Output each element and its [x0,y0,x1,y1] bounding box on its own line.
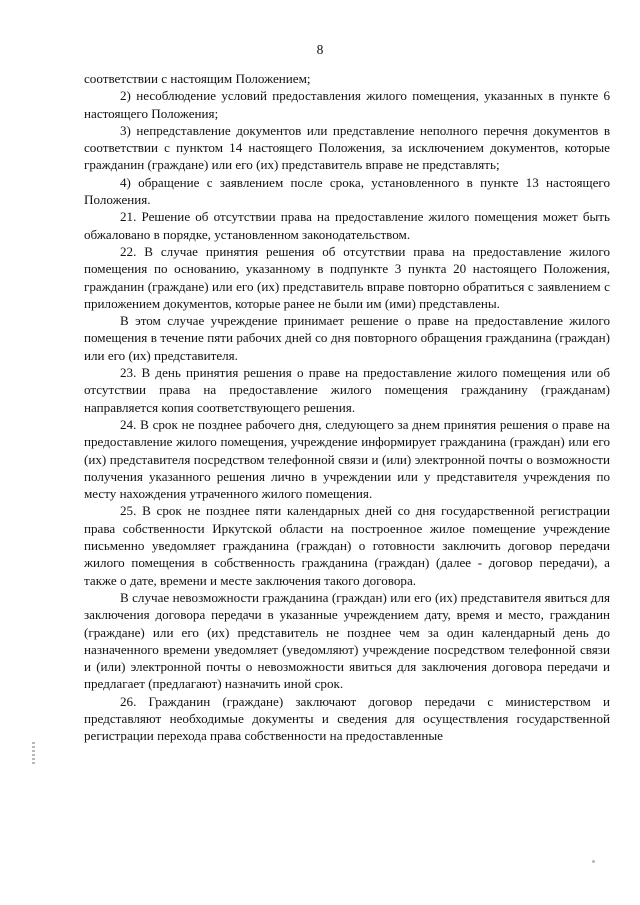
list-item-3: 3) непредставление документов или представление неполного перечня документов в соответствии с пунктом 14 настоящего Положения, за исключением документов, которые гражданин (граждане) или его (их) представитель вправе не представлять; [84,122,610,173]
clause-25: 25. В срок не позднее пяти календарных дней со дня государственной регистрации права собственности Иркутской области на построенное жилое помещение учреждение письменно уведомляет гражданина (граждан) о готовности заключить договор передачи жилого помещения в собственность гражданина (граждан) (далее - договор передачи), а также о дате, времени и месте заключения такого договора. [84,503,610,588]
document-body [84,70,610,745]
list-item-2: 2) несоблюдение условий предоставления жилого помещения, указанных в пункте 6 настоящего Положения; [84,88,610,121]
clause-22: 22. В случае принятия решения об отсутствии права на предоставление жилого помещения по основанию, указанному в подпункте 3 пункта 20 настоящего Положения, гражданин (граждане) или его (их) представитель вправе повторно обратиться с заявлением с приложением документов, которые ранее не были им (ими) представлены. [84,243,610,311]
list-item-4: 4) обращение с заявлением после срока, установленного в пункте 13 настоящего Положения. [84,174,610,208]
clause-24: 24. В срок не позднее рабочего дня, следующего за днем принятия решения о праве на предоставление жилого помещения, учреждение информирует гражданина (граждан) или его (их) представителя посредством телефонной связи и (или) электронной почты о возможности получения указанного решения лично в учреждении или у представителя учреждения по месту нахождения утраченного жилого помещения. [84,416,610,502]
list-item-continuation: соответствии с настоящим Положением; [84,71,311,86]
clause-22-continuation: В этом случае учреждение принимает решение о праве на предоставление жилого помещения в течение пяти рабочих дней со дня повторного обращения гражданина (граждан) или его (их) представителя. [84,313,610,363]
clause-26: 26. Гражданин (граждане) заключают договор передачи с министерством и представляют необходимые документы и сведения для осуществления государственной регистрации перехода права собственности на предоставленные [84,693,610,744]
scan-artifact-dot [592,860,595,863]
scan-artifact-mark [32,742,35,764]
page-number: 8 [316,42,324,57]
clause-25-continuation: В случае невозможности гражданина (граждан) или его (их) представителя явиться для заключения договора передачи в указанные учреждением дату, время и место, гражданин (граждане) или его (их) представитель не позднее чем за один календарный день до назначенного времени уведомляет (уведомляют) учреждение посредством телефонной связи и (или) электронной почты о невозможности явиться для заключения договора передачи и предлагает (предлагают) назначить иной срок. [84,589,610,692]
clause-23: 23. В день принятия решения о праве на предоставление жилого помещения или об отсутствии права на предоставление жилого помещения гражданину (гражданам) направляется копия соответствующего решения. [84,365,610,415]
clause-21: 21. Решение об отсутствии права на предоставление жилого помещения может быть обжаловано в порядке, установленном законодательством. [84,209,610,242]
